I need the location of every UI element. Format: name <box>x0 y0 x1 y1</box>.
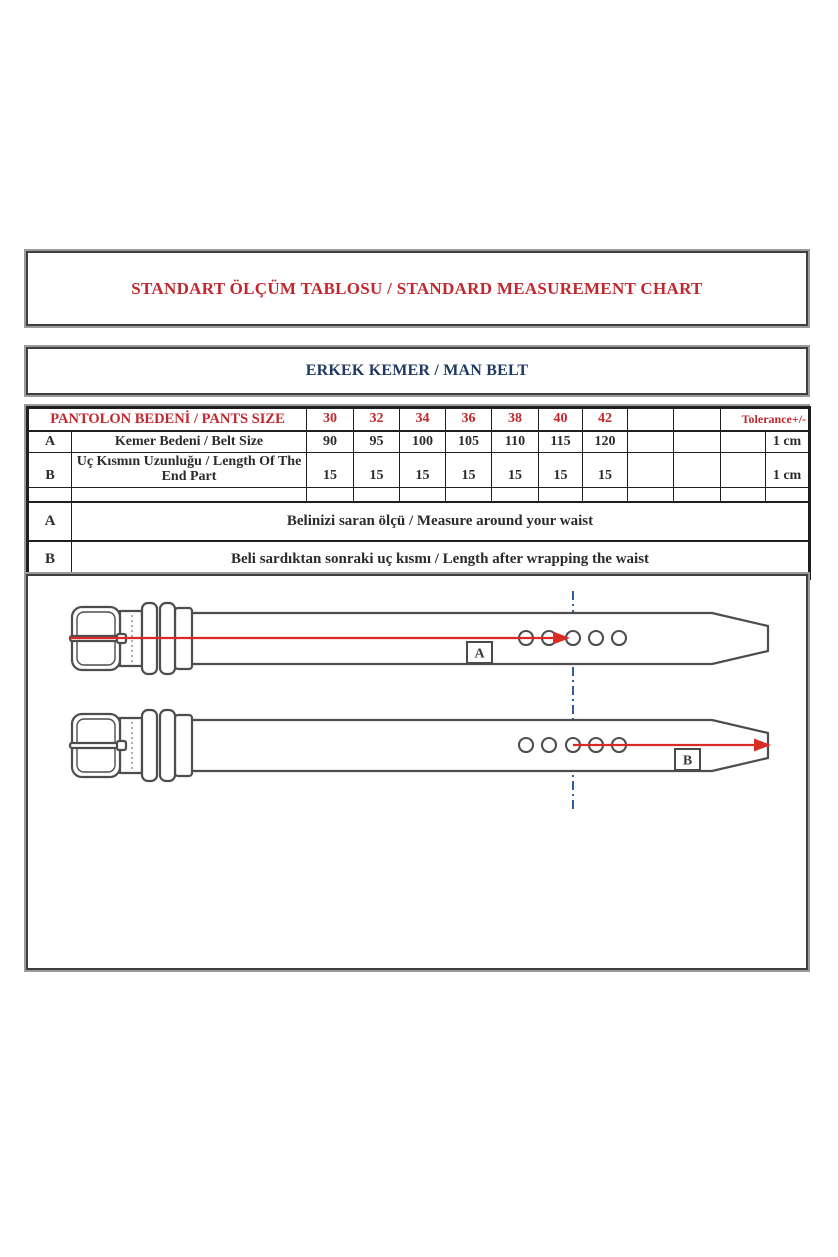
row-label: Uç Kısmın Uzunluğu / Length Of The End Part <box>72 453 307 488</box>
empty-cell <box>674 431 721 453</box>
note-row-b <box>28 541 810 579</box>
empty-cell <box>721 488 766 503</box>
size-header: 40 <box>539 408 583 432</box>
page-title: STANDART ÖLÇÜM TABLOSU / STANDARD MEASUREMENT CHART <box>131 278 703 298</box>
buckle-prong-tip <box>117 741 126 750</box>
empty-cell <box>721 453 766 488</box>
end-part-value: 15 <box>400 453 446 488</box>
belt-size-value: 105 <box>446 431 492 453</box>
belt-size-value: 120 <box>583 431 628 453</box>
measure-label-b: B <box>682 753 693 769</box>
belt-size-value: 90 <box>307 431 354 453</box>
empty-cell <box>583 488 628 503</box>
size-table <box>26 406 808 580</box>
belt-size-value: 95 <box>354 431 400 453</box>
note-key: B <box>28 541 72 579</box>
end-part-value: 15 <box>354 453 400 488</box>
product-box <box>26 347 808 395</box>
empty-cell <box>28 488 72 503</box>
pants-size-header: PANTOLON BEDENİ / PANTS SIZE <box>28 408 307 432</box>
belt-diagram <box>29 577 805 967</box>
title-box <box>26 251 808 326</box>
belt-keeper <box>160 710 175 781</box>
empty-cell <box>72 488 307 503</box>
empty-cell <box>539 488 583 503</box>
row-label: Kemer Bedeni / Belt Size <box>72 431 307 453</box>
belt-hole <box>612 631 626 645</box>
row-key: A <box>28 431 72 453</box>
empty-cell <box>400 488 446 503</box>
belt-diagram-box <box>26 574 808 970</box>
end-part-row <box>28 453 810 488</box>
belt-size-row <box>28 431 810 453</box>
end-part-value: 15 <box>539 453 583 488</box>
empty-cell <box>766 488 810 503</box>
empty-cell <box>628 453 674 488</box>
empty-cell <box>674 488 721 503</box>
empty-cell <box>674 453 721 488</box>
belt-hole <box>519 738 533 752</box>
buckle-prong <box>70 743 122 748</box>
note-row-a <box>28 502 810 541</box>
belt-size-value: 110 <box>492 431 539 453</box>
belt-keeper <box>142 710 157 781</box>
empty-cell <box>446 488 492 503</box>
tolerance-value: 1 cm <box>766 453 810 488</box>
end-part-value: 15 <box>583 453 628 488</box>
empty-cell <box>674 408 721 432</box>
size-header: 38 <box>492 408 539 432</box>
belt-size-value: 100 <box>400 431 446 453</box>
measure-label-a: A <box>474 646 485 662</box>
empty-cell <box>628 431 674 453</box>
tolerance-value: 1 cm <box>766 431 810 453</box>
belt-size-value: 115 <box>539 431 583 453</box>
end-part-value: 15 <box>446 453 492 488</box>
strap-step <box>175 715 192 776</box>
empty-cell <box>492 488 539 503</box>
empty-cell <box>628 488 674 503</box>
belt-hole <box>542 738 556 752</box>
end-part-value: 15 <box>307 453 354 488</box>
note-text: Belinizi saran ölçü / Measure around your waist <box>72 502 810 541</box>
product-title: ERKEK KEMER / MAN BELT <box>305 362 529 379</box>
spacer-row <box>28 488 810 503</box>
size-header: 30 <box>307 408 354 432</box>
note-key: A <box>28 502 72 541</box>
belt-hole <box>589 631 603 645</box>
size-header: 36 <box>446 408 492 432</box>
empty-cell <box>307 488 354 503</box>
empty-cell <box>628 408 674 432</box>
size-header: 42 <box>583 408 628 432</box>
size-header: 32 <box>354 408 400 432</box>
belt-drawing-b <box>70 705 771 813</box>
end-part-value: 15 <box>492 453 539 488</box>
row-key: B <box>28 453 72 488</box>
empty-cell <box>354 488 400 503</box>
belt-drawing-a <box>70 591 768 703</box>
table-header-row <box>28 408 810 432</box>
size-header: 34 <box>400 408 446 432</box>
empty-cell <box>721 431 766 453</box>
tolerance-header: Tolerance+/- <box>721 408 810 432</box>
note-text: Beli sardıktan sonraki uç kısmı / Length after wrapping the waist <box>72 541 810 579</box>
